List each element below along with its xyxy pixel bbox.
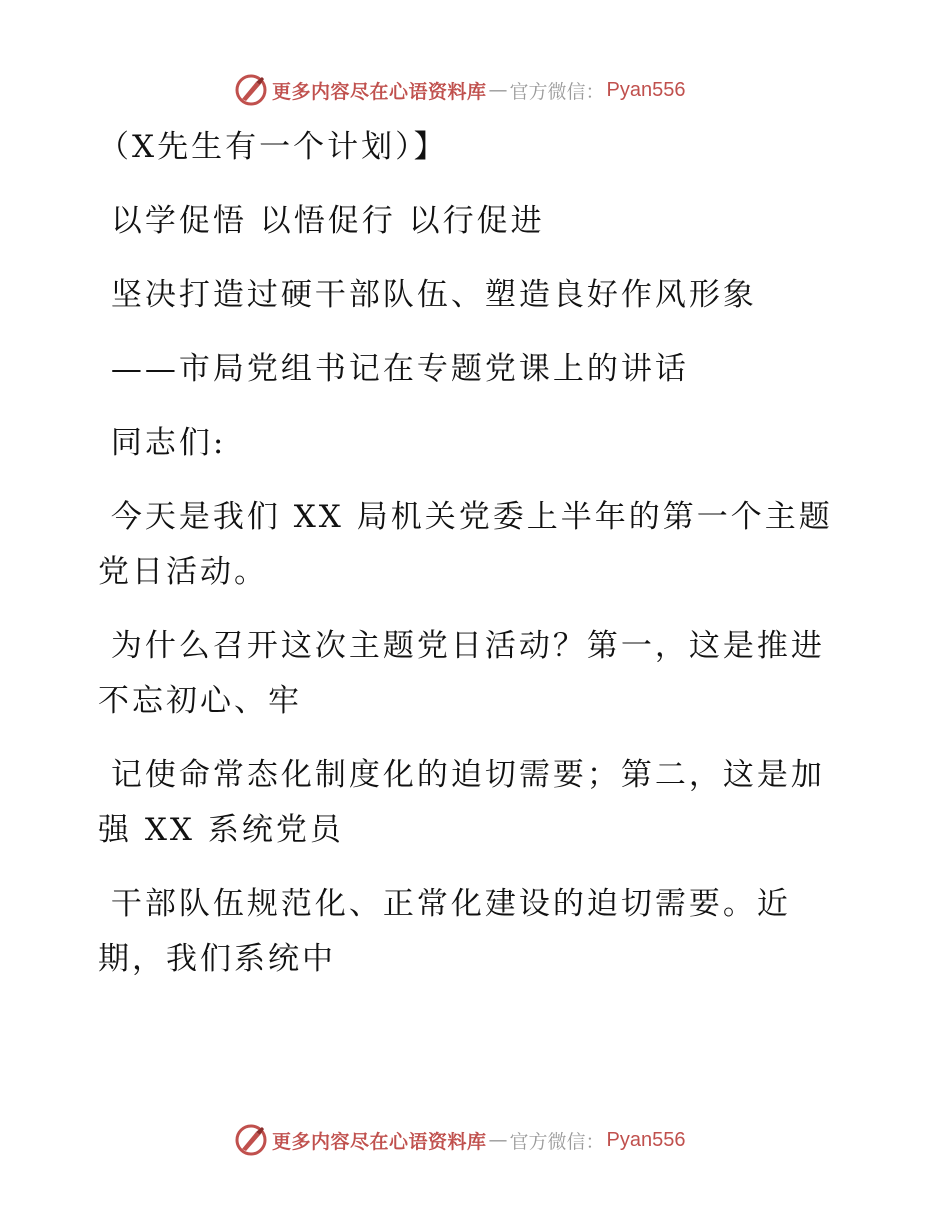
body-paragraph: 干部队伍规范化、正常化建设的迫切需要。近期，我们系统中: [98, 886, 791, 977]
document-note: （X先生有一个计划）】: [98, 129, 448, 165]
body-paragraph: 今天是我们 XX 局机关党委上半年的第一个主题党日活动。: [98, 499, 833, 590]
document-salutation: 同志们:: [98, 425, 227, 461]
document-byline: ——市局党组书记在专题党课上的讲话: [98, 351, 689, 387]
watermark-label: 官方微信：: [509, 1130, 605, 1153]
watermark-separator: —: [488, 79, 508, 101]
watermark-wechat-id: Pyan556: [606, 1128, 686, 1151]
document-subtitle: 坚决打造过硬干部队伍、塑造良好作风形象: [98, 277, 757, 313]
watermark-label: 官方微信：: [509, 80, 605, 103]
footer-watermark: [234, 1122, 686, 1158]
watermark-wechat-id: Pyan556: [606, 78, 686, 101]
pen-logo-icon: [234, 73, 268, 107]
document-body: [98, 120, 833, 987]
pen-logo-icon: [234, 1123, 268, 1157]
body-paragraph: 记使命常态化制度化的迫切需要；第二，这是加强 XX 系统党员: [98, 757, 825, 848]
watermark-text: 更多内容尽在心语资料库: [272, 1130, 487, 1153]
body-paragraph: 为什么召开这次主题党日活动？第一，这是推进不忘初心、牢: [98, 628, 825, 719]
document-title: 以学促悟 以悟促行 以行促进: [98, 203, 545, 239]
header-watermark: [234, 72, 686, 108]
watermark-text: 更多内容尽在心语资料库: [272, 80, 487, 103]
watermark-separator: —: [488, 1129, 508, 1151]
